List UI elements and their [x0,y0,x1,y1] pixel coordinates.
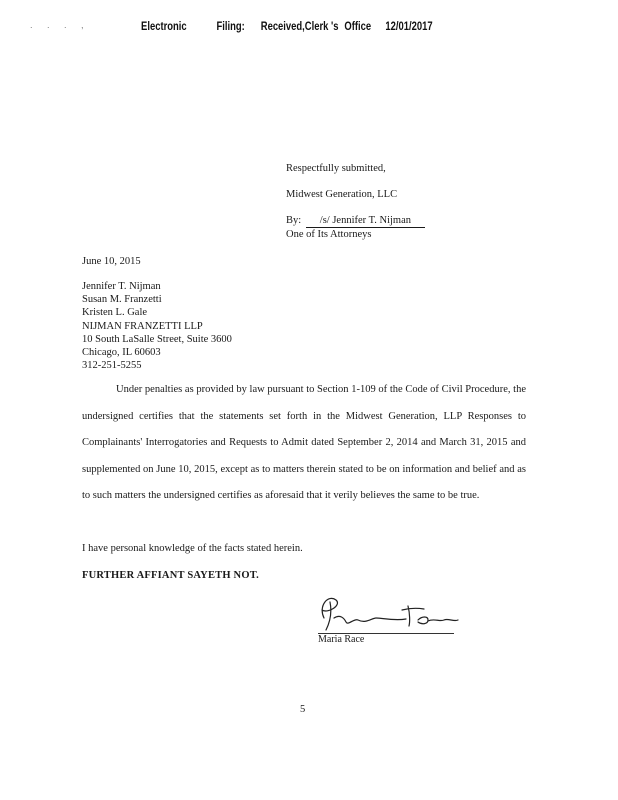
counsel-line: Kristen L. Gale [82,307,148,319]
handwritten-signature [310,588,470,634]
header-marks: . . . , [30,20,90,30]
counsel-line: Chicago, IL 60603 [82,347,161,359]
counsel-line: NIJMAN FRANZETTI LLP [82,320,203,332]
attorney-role: One of Its Attorneys [286,229,372,240]
header-office: Office [344,21,372,33]
header-electronic: Electronic [141,21,187,33]
counsel-address-block [82,280,232,372]
counsel-line: 312-251-5255 [82,360,142,372]
document-date: June 10, 2015 [82,256,141,267]
signer-name: Maria Race [318,634,365,645]
filing-stamp-header [0,21,507,39]
counsel-line: Susan M. Franzetti [82,294,162,306]
header-filing: Filing: [216,21,245,33]
closing-line: Respectfully submitted, [286,163,386,174]
counsel-line: Jennifer T. Nijman [82,281,161,292]
knowledge-statement: I have personal knowledge of the facts stated herein. [82,543,303,554]
certification-paragraph: Under penalties as provided by law pursuant to Section 1-109 of the Code of Civil Procedure, the undersigned certifies that the statements set forth in the Midwest Generation, LLP Responses to Complainants' Interrogatories and Requests to Admit dated September 2, 2014 and March 31, 2015 and supplemented on June 10, 2015, except as to matters therein stated to be on information and belief and as to such matters the undersigned certifies as aforesaid that it verily believes the same to be true. [82,384,526,501]
by-label: By: [286,215,302,226]
header-received: Received,Clerk 's [260,21,339,33]
counsel-line: 10 South LaSalle Street, Suite 3600 [82,333,232,345]
company-name: Midwest Generation, LLC [286,189,398,200]
header-date: 12/01/2017 [385,21,433,33]
electronic-signature: /s/ Jennifer T. Nijman [306,214,425,228]
by-line [286,214,425,228]
affiant-closing: FURTHER AFFIANT SAYETH NOT. [82,570,259,581]
page-number: 5 [300,704,306,715]
